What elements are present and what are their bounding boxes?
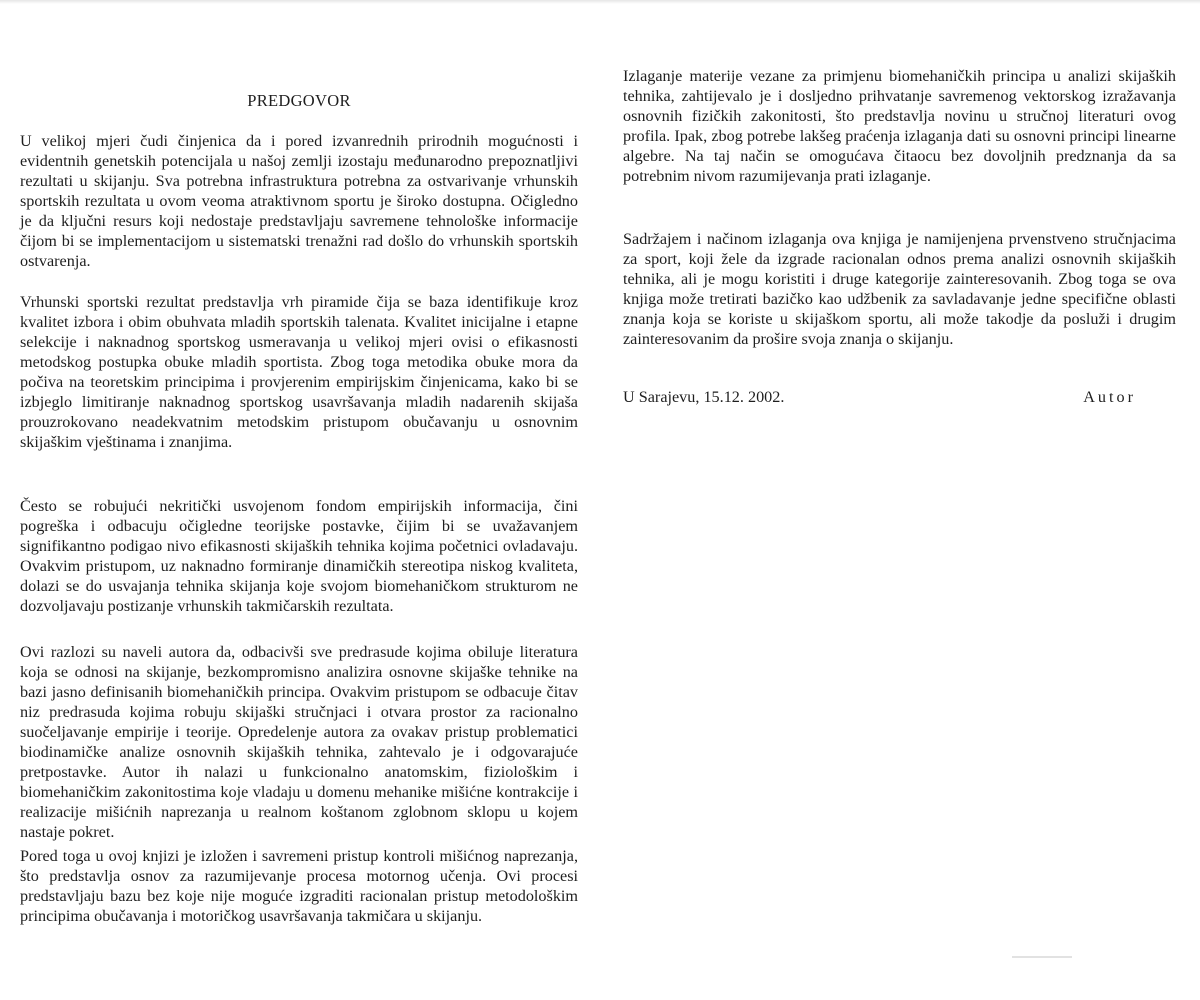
page-title: PREDGOVOR: [247, 91, 351, 110]
paragraph-2: Vrhunski sportski rezultat predstavlja vrh piramide čija se baza identifikuje kroz kvalitet izbora i obim obuhvata mladih sportskih talenata. Kvalitet inicijalne i etapne selekcije i naknadnog sportskog usmeravanja u velikoj mjeri ovisi o efikasnosti metodskog postupka obuke mladih sportista. Zbog toga metodika obuke mora da počiva na teoretskim principima i provjerenim empirijskim činjenicama, kako bi se izbjeglo limitiranje naknadnog sportskog usavršavanja mladih nadarenih skijaša prouzrokovano neadekvatnim metodskim pristupom obučavanju u osnovnim skijaškim vještinama i znanjima.: [20, 293, 578, 451]
paragraph-6: Izlaganje materije vezane za primjenu biomehaničkih principa u analizi skijaških tehnika, zahtijevalo je i dosljedno prihvatanje savremenog vektorskog izražavanja osnovnih fizičkih zakonitosti, što predstavlja novinu u stručnoj literaturi ovog profila. Ipak, zbog potrebe lakšeg praćenja izlaganja dati su osnovni principi linearne algebre. Na taj način se omogućava čitaocu bez dovoljnih predznanja da sa potrebnim nivom razumijevanja prati izlaganje.: [623, 67, 1176, 185]
scan-edge: [0, 0, 1200, 4]
paragraph-3: Često se robujući nekritički usvojenom fondom empirijskih informacija, čini pogreška i odbacuju očigledne teorijske postavke, čijim bi se uvažavanjem signifikantno podigao nivo efikasnosti skijaških tehnika kojima početnici ovladavaju. Ovakvim pristupom, uz naknadno formiranje dinamičkih stereotipa niskog kvaliteta, dolazi se do usvajanja tehnika skijanja koje svojom biomehaničkom strukturom ne dozvoljavaju postizanje vrhunskih takmičarskih rezultata.: [20, 497, 578, 615]
paragraph-5: Pored toga u ovoj knjizi je izložen i savremeni pristup kontroli mišićnog naprezanja, što predstavlja osnov za razumijevanje procesa motornog učenja. Ovi procesi predstavljaju bazu bez koje nije moguće izgraditi racionalan pristup metodološkim principima obučavanja i motoričkog usavršavanja takmičara u skijanju.: [20, 847, 578, 925]
paragraph-4: Ovi razlozi su naveli autora da, odbacivši sve predrasude kojima obiluje literatura koja se odnosi na skijanje, bezkompromisno analizira osnovne skijaške tehnike na bazi jasno definisanih biomehaničkih principa. Ovakvim pristupom se odbacuje čitav niz predrasuda kojima robuju skijaški stručnjaci i otvara prostor za racionalno suočeljavanje empirije i teorije. Opredelenje autora za ovakav pristup problematici biodinamičke analize osnovnih skijaških tehnika, zahtevalo je i odgovarajuće pretpostavke. Autor ih nalazi u funkcionalno anatomskim, fiziološkim i biomehaničkim zakonitostima koje vladaju u domenu mehanike mišićne kontrakcije i realizacije mišićnih naprezanja u realnom koštanom zglobnom sklopu u kojem nastaje pokret.: [20, 643, 578, 841]
place-date: U Sarajevu, 15.12. 2002.: [623, 388, 785, 406]
signature-row: [623, 387, 1136, 407]
paragraph-1: U velikoj mjeri čudi činjenica da i pored izvanrednih prirodnih mogućnosti i evidentnih genetskih potencijala u našoj zemlji izostaju međunarodno prepoznatljivi rezultati u skijanju. Sva potrebna infrastruktura potrebna za ostvarivanje vrhunskih sportskih rezultata u ovom veoma atraktivnom sportu je široko dostupna. Očigledno je da ključni resurs koji nedostaje predstavljaju savremene tehnološke informacije čijom bi se implementacijom u sistematski trenažni rad došlo do vrhunskih sportskih ostvarenja.: [20, 132, 578, 270]
scan-mark: [1012, 956, 1072, 958]
author-signature: Autor: [1083, 388, 1136, 406]
paragraph-7: Sadržajem i načinom izlaganja ova knjiga je namijenjena prvenstveno stručnjacima za sport, koji žele da izgrade racionalan odnos prema analizi osnovnih skijaških tehnika, ali je mogu koristiti i druge kategorije zainteresovanih. Zbog toga se ova knjiga može tretirati bazičko kao udžbenik za savladavanje jedne specifične oblasti znanja koja se koriste u skijaškom sportu, ali može takodje da posluži i drugim zainteresovanim da prošire svoja znanja o skijanju.: [623, 230, 1176, 348]
